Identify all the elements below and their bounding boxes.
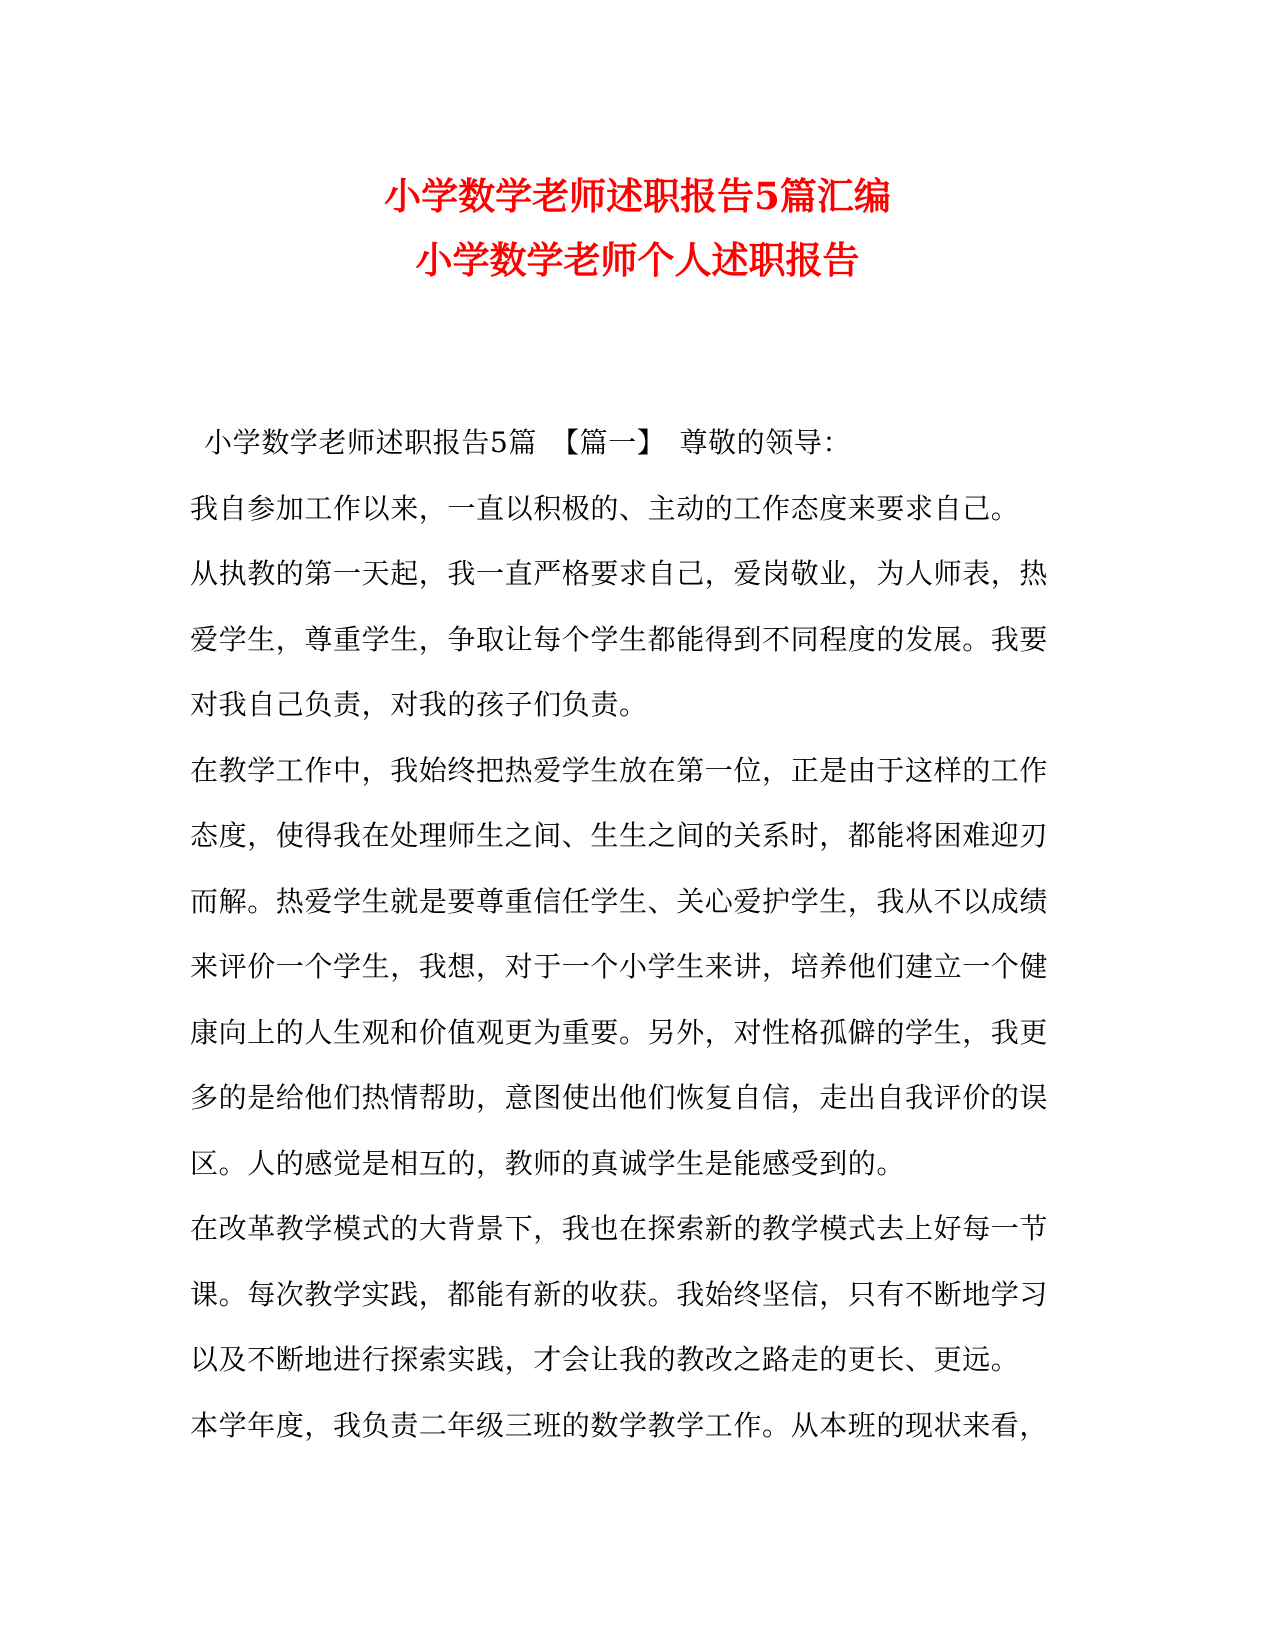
intro-line	[190, 410, 1070, 476]
body-line: 区。人的感觉是相互的，教师的真诚学生是能感受到的。	[190, 1146, 906, 1180]
body-line: 态度，使得我在处理师生之间、生生之间的关系时，都能将困难迎刃	[190, 819, 1049, 852]
body-line: 康向上的人生观和价值观更为重要。另外，对性格孤僻的学生，我更	[190, 1015, 1049, 1049]
document-title: 小学数学老师述职报告5篇汇编	[384, 174, 891, 218]
intro-salutation: 尊敬的领导：	[679, 426, 852, 459]
body-line: 多的是给他们热情帮助，意图使出他们恢复自信，走出自我评价的误	[190, 1081, 1049, 1114]
body-line: 而解。热爱学生就是要尊重信任学生、关心爱护学生，我从不以成绩	[190, 884, 1049, 918]
body-line: 课。每次教学实践，都能有新的收获。我始终坚信，只有不断地学习	[190, 1277, 1049, 1311]
body-line: 在教学工作中，我始终把热爱学生放在第一位，正是由于这样的工作	[190, 753, 1049, 787]
document-subtitle: 小学数学老师个人述职报告	[415, 238, 860, 282]
body-line: 本学年度，我负责二年级三班的数学教学工作。从本班的现状来看，	[190, 1408, 1049, 1442]
body-line: 在改革教学模式的大背景下，我也在探索新的教学模式去上好每一节	[190, 1212, 1049, 1245]
document-body	[190, 410, 1070, 1458]
body-line: 来评价一个学生，我想，对于一个小学生来讲，培养他们建立一个健	[190, 950, 1049, 983]
body-line: 以及不断地进行探索实践，才会让我的教改之路走的更长、更远。	[190, 1343, 1020, 1376]
intro-doc-name: 小学数学老师述职报告5篇	[204, 426, 538, 459]
intro-section-label: 【篇一】	[551, 426, 666, 459]
body-line: 我自参加工作以来，一直以积极的、主动的工作态度来要求自己。	[190, 491, 1020, 525]
body-line: 对我自己负责，对我的孩子们负责。	[190, 688, 648, 721]
body-line: 从执教的第一天起，我一直严格要求自己，爱岗敬业，为人师表，热	[190, 557, 1049, 590]
body-line: 爱学生，尊重学生，争取让每个学生都能得到不同程度的发展。我要	[190, 622, 1049, 656]
